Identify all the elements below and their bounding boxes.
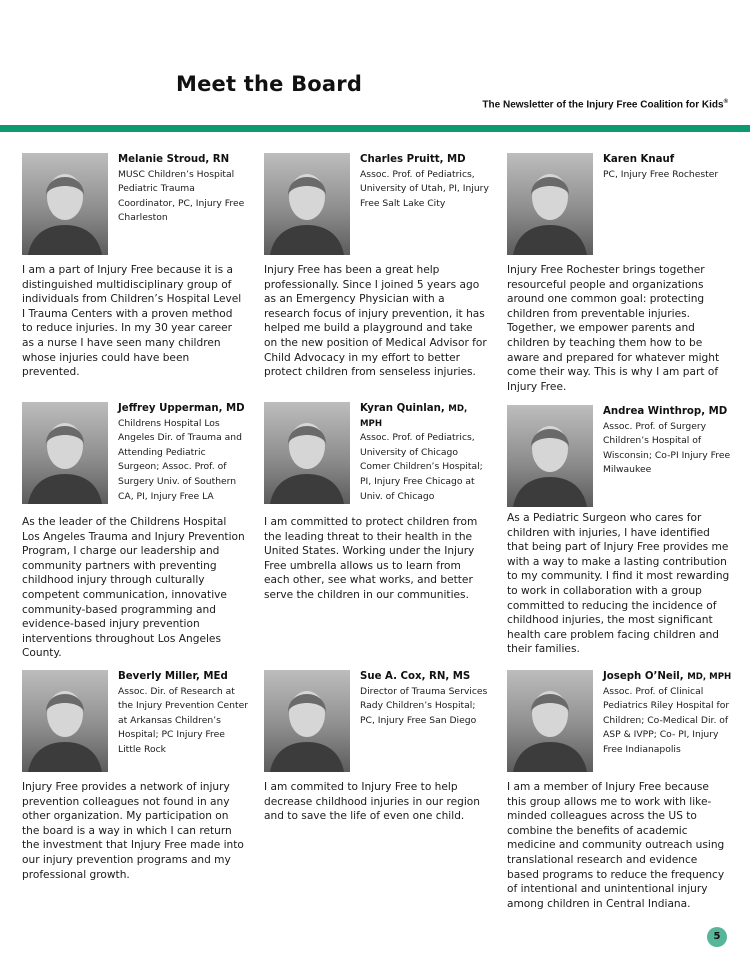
member-photo: [264, 153, 350, 255]
member-photo: [264, 670, 350, 772]
member-photo: [507, 153, 593, 255]
member-bio: Injury Free Rochester brings together resourceful people and organizations around one common goal: protecting children from preventable injuries. Together, we empower parents and children by teaching them how to be aware and prepared for whatever might come their way. This is why I am part of Injury Free.: [507, 264, 720, 393]
member-name: [118, 153, 248, 168]
member-credentials: MD, MPH: [687, 672, 732, 682]
member-bio: As a Pediatric Surgeon who cares for children with injuries, I have identified that being part of Injury Free provides me with a way to make a lasting contribution to my community. I find it most rewarding to work in collaboration with a group committed to reducing the incidence of childhood injuries, the most significant health care problem facing children and their families.: [507, 512, 730, 656]
board-member-card: [264, 670, 488, 850]
member-name: [360, 153, 490, 168]
member-bio: I am a part of Injury Free because it is a distinguished multidisciplinary group of individuals from Children’s Hospital Level I Trauma Centers with a proven method to reduce injuries. In my 30 year career as a nurse I have seen many children whose injuries could have been prevented.: [22, 264, 242, 379]
board-member-card: [264, 153, 488, 393]
member-bio: Injury Free has been a great help professionally. Since I joined 5 years ago as an Emergency Physician with a research focus of injury prevention, it has helped me build a playground and take on the new position of Medical Advisor for Child Advocacy in my effort to better protect children from senseless injuries.: [264, 264, 487, 379]
page-title: Meet the Board: [176, 72, 363, 96]
member-role: Assoc. Prof. of Pediatrics, University of Chicago Comer Children’s Hospital; PI, Injury Free Chicago at Univ. of Chicago: [360, 432, 483, 502]
member-name-text: Melanie Stroud, RN: [118, 154, 230, 165]
member-name-text: Joseph O’Neil,: [603, 671, 684, 682]
portrait-silhouette: [507, 670, 593, 772]
member-bio: Injury Free provides a network of injury prevention colleagues not found in any other organization. My participation on the board is a way in which I can return the investment that Injury Free made into our injury prevention programs and my professional growth.: [22, 781, 244, 881]
board-member-card: [507, 670, 731, 935]
member-name: [603, 670, 733, 685]
board-member-card: [22, 402, 246, 664]
member-bio: I am committed to protect children from the leading threat to their health in the United States. Working under the Injury Free umbrella allows us to learn from each other, see what works, and better serve the children in our communities.: [264, 516, 478, 601]
member-name-text: Beverly Miller, MEd: [118, 671, 228, 682]
member-role: Assoc. Prof. of Pediatrics, University of Utah, PI, Injury Free Salt Lake City: [360, 168, 489, 209]
member-bio: I am a member of Injury Free because this group allows me to work with like-minded colleagues across the US to combine the benefits of academic medicine and community outreach using translational research and evidence based programs to reduce the frequency of intentional and unintentional injury among children in Central Indiana.: [507, 781, 725, 910]
member-name-text: Charles Pruitt, MD: [360, 154, 466, 165]
member-name-text: Kyran Quinlan,: [360, 403, 445, 414]
member-photo: [22, 670, 108, 772]
portrait-silhouette: [264, 402, 350, 504]
member-role: Assoc. Dir. of Research at the Injury Prevention Center at Arkansas Children’s Hospital; PC Injury Free Little Rock: [118, 685, 249, 755]
portrait-silhouette: [507, 405, 593, 507]
member-photo: [22, 402, 108, 504]
member-name: [118, 670, 248, 685]
member-photo: [507, 405, 593, 507]
portrait-silhouette: [264, 153, 350, 255]
member-info: [118, 402, 248, 504]
subtitle-text: The Newsletter of the Injury Free Coalition for Kids: [482, 99, 724, 111]
board-member-card: [22, 153, 246, 393]
member-name-text: Andrea Winthrop, MD: [603, 406, 728, 417]
member-role: Assoc. Prof. of Clinical Pediatrics Riley Hospital for Children; Co-Medical Dir. of ASP & IVPP; Co- PI, Injury Free Indianapolis: [603, 685, 730, 755]
portrait-silhouette: [22, 153, 108, 255]
member-name: [603, 153, 733, 168]
member-role: MUSC Children’s Hospital Pediatric Trauma Coordinator, PC, Injury Free Charleston: [118, 168, 245, 224]
member-info: [118, 153, 248, 226]
member-role: Director of Trauma Services Rady Children’s Hospital; PC, Injury Free San Diego: [360, 685, 488, 726]
newsletter-subtitle: [482, 99, 728, 110]
member-info: [360, 402, 490, 504]
member-bio: As the leader of the Childrens Hospital Los Angeles Trauma and Injury Prevention Program, I charge our leadership and community partners with preventing childhood injury through culturally competent communication, innovative community-based programming and evidence-based injury prevention interventions throughout Los Angeles County.: [22, 516, 245, 660]
member-role: Childrens Hospital Los Angeles Dir. of Trauma and Attending Pediatric Surgeon; Assoc. Prof. of Surgery Univ. of Southern CA, PI, Injury Free LA: [118, 417, 242, 502]
member-info: [118, 670, 248, 758]
member-photo: [264, 402, 350, 504]
member-name: [118, 402, 248, 417]
member-info: [360, 670, 490, 728]
member-photo: [507, 670, 593, 772]
board-member-card: [507, 153, 731, 393]
member-bio: I am commited to Injury Free to help decrease childhood injuries in our region and to save the life of even one child.: [264, 781, 480, 823]
member-photo: [22, 153, 108, 255]
board-member-card: [22, 670, 249, 890]
member-name: [360, 670, 490, 685]
member-name-text: Sue A. Cox, RN, MS: [360, 671, 471, 682]
member-info: [603, 405, 733, 478]
member-info: [603, 670, 733, 758]
portrait-silhouette: [507, 153, 593, 255]
member-name: [360, 402, 490, 431]
member-name: [603, 405, 733, 420]
member-name-text: Jeffrey Upperman, MD: [118, 403, 245, 414]
green-divider: [0, 125, 750, 132]
board-member-card: [507, 405, 731, 667]
member-info: [360, 153, 490, 211]
portrait-silhouette: [264, 670, 350, 772]
board-member-card: [264, 402, 488, 642]
member-info: [603, 153, 733, 182]
member-role: PC, Injury Free Rochester: [603, 168, 719, 180]
portrait-silhouette: [22, 402, 108, 504]
registered-mark: ®: [723, 99, 728, 105]
member-role: Assoc. Prof. of Surgery Children’s Hospital of Wisconsin; Co-PI Injury Free Milwaukee: [603, 420, 731, 476]
page-number-badge: 5: [707, 927, 727, 947]
member-credentials: MD, MPH: [360, 404, 468, 429]
member-name-text: Karen Knauf: [603, 154, 675, 165]
portrait-silhouette: [22, 670, 108, 772]
